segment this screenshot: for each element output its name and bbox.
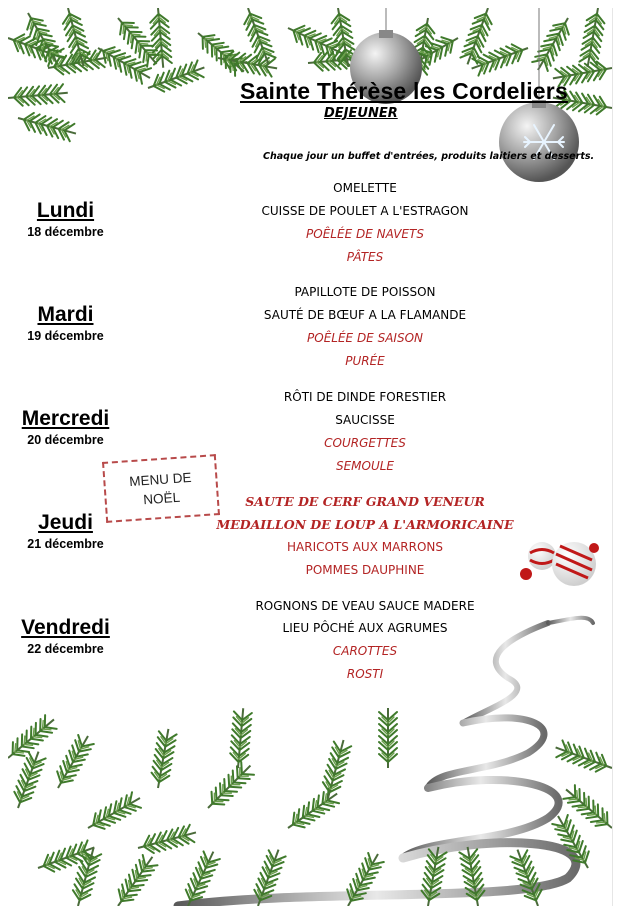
day-date: 20 décembre [27, 433, 104, 447]
dish-main: SAUTÉ DE BŒUF A LA FLAMANDE [263, 308, 467, 322]
stamp-line-1: MENU DE [128, 469, 192, 490]
dish-special: MEDAILLON DE LOUP A L'ARMORICAINE [216, 517, 514, 532]
dish-side: SEMOULE [335, 459, 395, 473]
dish-special: SAUTE DE CERF GRAND VENEUR [245, 494, 485, 509]
day-name: Lundi [36, 199, 95, 222]
dish-main: RÔTI DE DINDE FORESTIER [283, 390, 447, 404]
day-name: Mardi [37, 303, 94, 326]
day-mercredi [8, 406, 123, 447]
bottom-pine-branches [8, 707, 612, 906]
day-date: 21 décembre [27, 537, 104, 551]
day-mardi [8, 302, 123, 343]
dish-main: LIEU PÔCHÉ AUX AGRUMES [282, 621, 448, 635]
dish-side: PURÉE [345, 354, 385, 368]
buffet-note: Chaque jour un buffet d'entrées, produits laitiers et desserts. [263, 151, 595, 162]
day-jeudi [8, 510, 123, 551]
dish-side: POÊLÉE DE NAVETS [306, 227, 424, 241]
day-name: Mercredi [21, 407, 110, 430]
dish-main: PAPILLOTE DE POISSON [294, 285, 436, 299]
day-date: 19 décembre [27, 329, 104, 343]
dish-side: POMMES DAUPHINE [305, 563, 425, 577]
dish-main: ROGNONS DE VEAU SAUCE MADERE [255, 599, 475, 613]
dish-side: CAROTTES [332, 644, 398, 658]
day-date: 22 décembre [27, 642, 104, 656]
stamp-line-2: NOËL [142, 489, 181, 508]
meal-subtitle: DEJEUNER [324, 106, 398, 121]
dish-side: ROSTI [346, 667, 384, 681]
page-title: Sainte Thérèse les Cordeliers [240, 78, 568, 104]
dish-side: PÂTES [346, 250, 384, 264]
dish-main: SAUCISSE [335, 413, 395, 427]
dish-side: POÊLÉE DE SAISON [307, 331, 423, 345]
dish-main: OMELETTE [333, 181, 397, 195]
dish-side: COURGETTES [324, 436, 406, 450]
day-name: Jeudi [38, 511, 93, 534]
day-date: 18 décembre [27, 225, 104, 239]
day-vendredi [8, 615, 123, 656]
day-lundi [8, 198, 123, 239]
dish-side: HARICOTS AUX MARRONS [287, 540, 443, 554]
day-name: Vendredi [21, 616, 110, 639]
menu-page [8, 8, 613, 906]
dish-main: CUISSE DE POULET A L'ESTRAGON [261, 204, 469, 218]
